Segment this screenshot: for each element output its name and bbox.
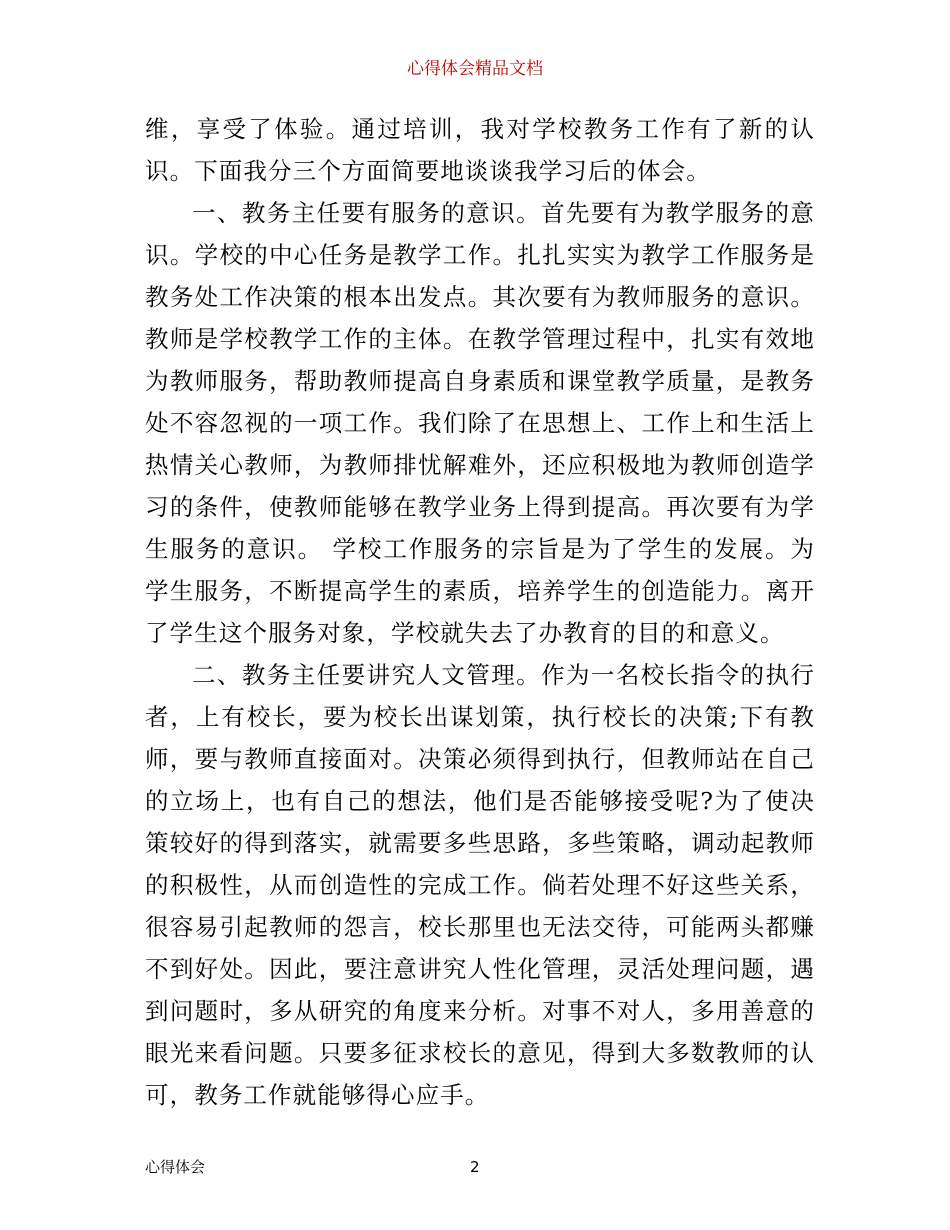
paragraph-intro-continuation: 维，享受了体验。通过培训，我对学校教务工作有了新的认识。下面我分三个方面简要地谈谈我学习后的体会。 [145, 115, 815, 185]
page-header-title: 心得体会精品文档 [407, 59, 543, 79]
paragraph-service-awareness: 一、教务主任要有服务的意识。首先要有为教学服务的意识。学校的中心任务是教学工作。扎扎实实为教学工作服务是教务处工作决策的根本出发点。其次要有为教师服务的意识。教师是学校教学工作的主体。在教学管理过程中，扎实有效地为教师服务，帮助教师提高自身素质和课堂教学质量，是教务处不容忽视的一项工作。我们除了在思想上、工作上和生活上热情关心教师，为教师排忧解难外，还应积极地为教师创造学习的条件，使教师能够在教学业务上得到提高。再次要有为学生服务的意识。 学校工作服务的宗旨是为了学生的发展。为学生服务，不断提高学生的素质，培养学生的创造能力。离开了学生这个服务对象，学校就失去了办教育的目的和意义。 [145, 199, 815, 647]
document-body [145, 108, 815, 1116]
paragraph-humanistic-management: 二、教务主任要讲究人文管理。作为一名校长指令的执行者，上有校长，要为校长出谋划策，执行校长的决策;下有教师，要与教师直接面对。决策必须得到执行，但教师站在自己的立场上，也有自己的想法，他们是否能够接受呢?为了使决策较好的得到落实，就需要多些思路，多些策略，调动起教师的积极性，从而创造性的完成工作。倘若处理不好这些关系，很容易引起教师的怨言，校长那里也无法交待，可能两头都赚不到好处。因此，要注意讲究人性化管理，灵活处理问题，遇到问题时，多从研究的角度来分析。对事不对人，多用善意的眼光来看问题。只要多征求校长的意见，得到大多数教师的认可，教务工作就能够得心应手。 [145, 661, 815, 1109]
page-footer [145, 1156, 815, 1178]
footer-label: 心得体会 [145, 1158, 206, 1176]
page-number: 2 [470, 1158, 480, 1176]
